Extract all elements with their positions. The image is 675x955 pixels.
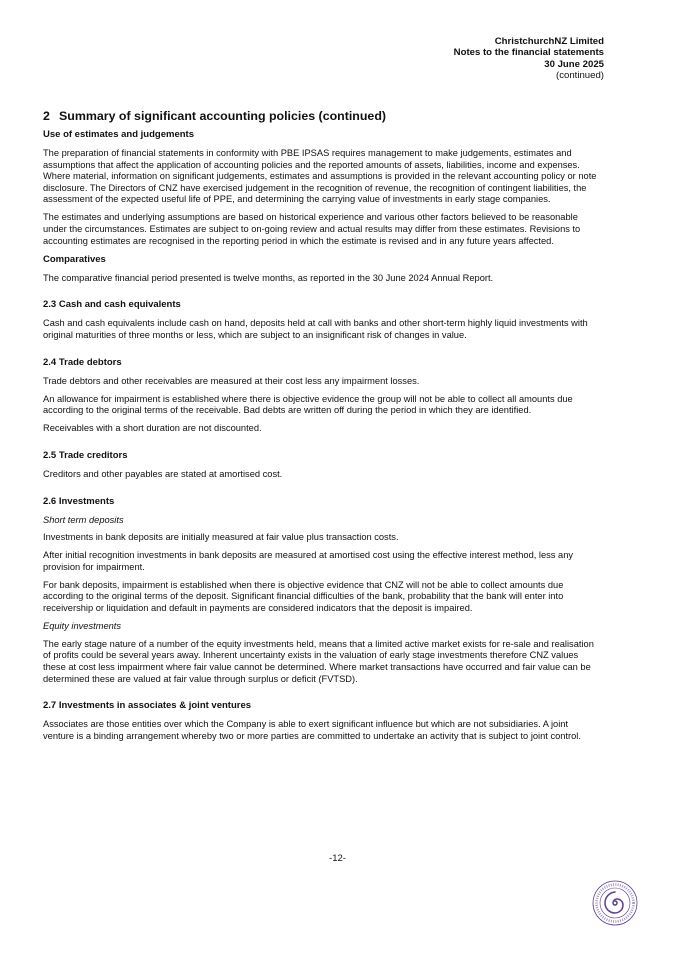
cash-heading: 2.3 Cash and cash equivalents <box>43 299 181 311</box>
creditors-paragraph: Creditors and other payables are stated at amortised cost. <box>43 468 283 479</box>
debtors-heading: 2.4 Trade debtors <box>43 356 122 368</box>
investments-paragraph-2: After initial recognition investments in bank deposits are measured at amortised cost using the effective interest method, less any provision for impairment. <box>43 550 574 572</box>
estimates-paragraph-2: The estimates and underlying assumptions are based on historical experience and various other factors believed to be reasonable under the circumstances. Estimates are subject to on-going review and actual results may differ from these estimates. Revisions to accounting estimates are recognised in the reporting period in which the estimate is revised and in any future years affected. <box>43 212 581 246</box>
comparatives-heading: Comparatives <box>43 253 106 265</box>
page-content <box>43 109 598 749</box>
associates-heading: 2.7 Investments in associates & joint ventures <box>43 700 252 712</box>
section-title <box>43 109 598 124</box>
creditors-heading: 2.5 Trade creditors <box>43 449 128 461</box>
section-title-text: Summary of significant accounting policies (continued) <box>59 109 387 123</box>
cash-paragraph: Cash and cash equivalents include cash on hand, deposits held at call with banks and other short-term highly liquid investments with original maturities of three months or less, which are subject to an insignificant risk of changes in value. <box>43 318 588 340</box>
comparatives-paragraph: The comparative financial period presented is twelve months, as reported in the 30 June 2024 Annual Report. <box>43 272 494 283</box>
short-term-deposits-subheading: Short term deposits <box>43 514 124 525</box>
debtors-paragraph-2: An allowance for impairment is established where there is objective evidence the group will not be able to collect all amounts due according to the original terms of the receivable. Bad debts are written off during the period in which they are identified. <box>43 393 573 416</box>
document-title: Notes to the financial statements <box>453 47 604 59</box>
investments-paragraph-4: The early stage nature of a number of the equity investments held, means that a limited active market exists for re-sale and realisation of profits could be several years away. Inherent uncertainty exists in the valuation of early stage investments therefore CNZ values these at cost less impairment where fair value cannot be determined. Where market transactions have occurred and fair value can be determined these are valued at fair value through surplus or deficit (FVTSD). <box>43 638 594 684</box>
report-date: 30 June 2025 <box>544 58 604 70</box>
equity-investments-subheading: Equity investments <box>43 621 122 632</box>
debtors-paragraph-1: Trade debtors and other receivables are measured at their cost less any impairment losses. <box>43 375 420 386</box>
company-name: ChristchurchNZ Limited <box>494 36 604 47</box>
christchurchnz-seal-icon <box>592 880 638 926</box>
estimates-paragraph-1: The preparation of financial statements in conformity with PBE IPSAS requires management to make judgements, estimates and assumptions that affect the application of accounting policies and the reported amounts of assets, liabilities, income and expenses. Where material, information on significant judgements, estimates and assumptions is provided in the relevant accounting policy or note disclosure. The Directors of CNZ have exercised judgement in the recognition of revenue, the recognition of contingent liabilities, the assessment of the expected useful life of PPE, and determining the carrying value of investments in early stage companies. <box>43 148 597 205</box>
investments-heading: 2.6 Investments <box>43 495 115 507</box>
investments-paragraph-3: For bank deposits, impairment is established when there is objective evidence that CNZ will not be able to collect amounts due according to the original terms of the deposit. Significant financial difficulties of the bank, probability that the bank will enter into receivership or liquidation and default in payments are considered indicators that the deposit is impaired. <box>43 579 564 614</box>
associates-paragraph: Associates are those entities over which the Company is able to exert significant influence but which are not subsidiaries. A joint venture is a binding arrangement whereby two or more parties are committed to undertake an activity that is subject to joint control. <box>43 719 581 741</box>
page-header <box>454 36 604 82</box>
investments-paragraph-1: Investments in bank deposits are initially measured at fair value plus transaction costs. <box>43 532 399 543</box>
continued-label: (continued) <box>556 70 604 82</box>
estimates-heading: Use of estimates and judgements <box>43 129 194 140</box>
page-number: -12- <box>329 853 346 864</box>
section-number: 2 <box>43 109 50 123</box>
debtors-paragraph-3: Receivables with a short duration are not discounted. <box>43 423 262 434</box>
